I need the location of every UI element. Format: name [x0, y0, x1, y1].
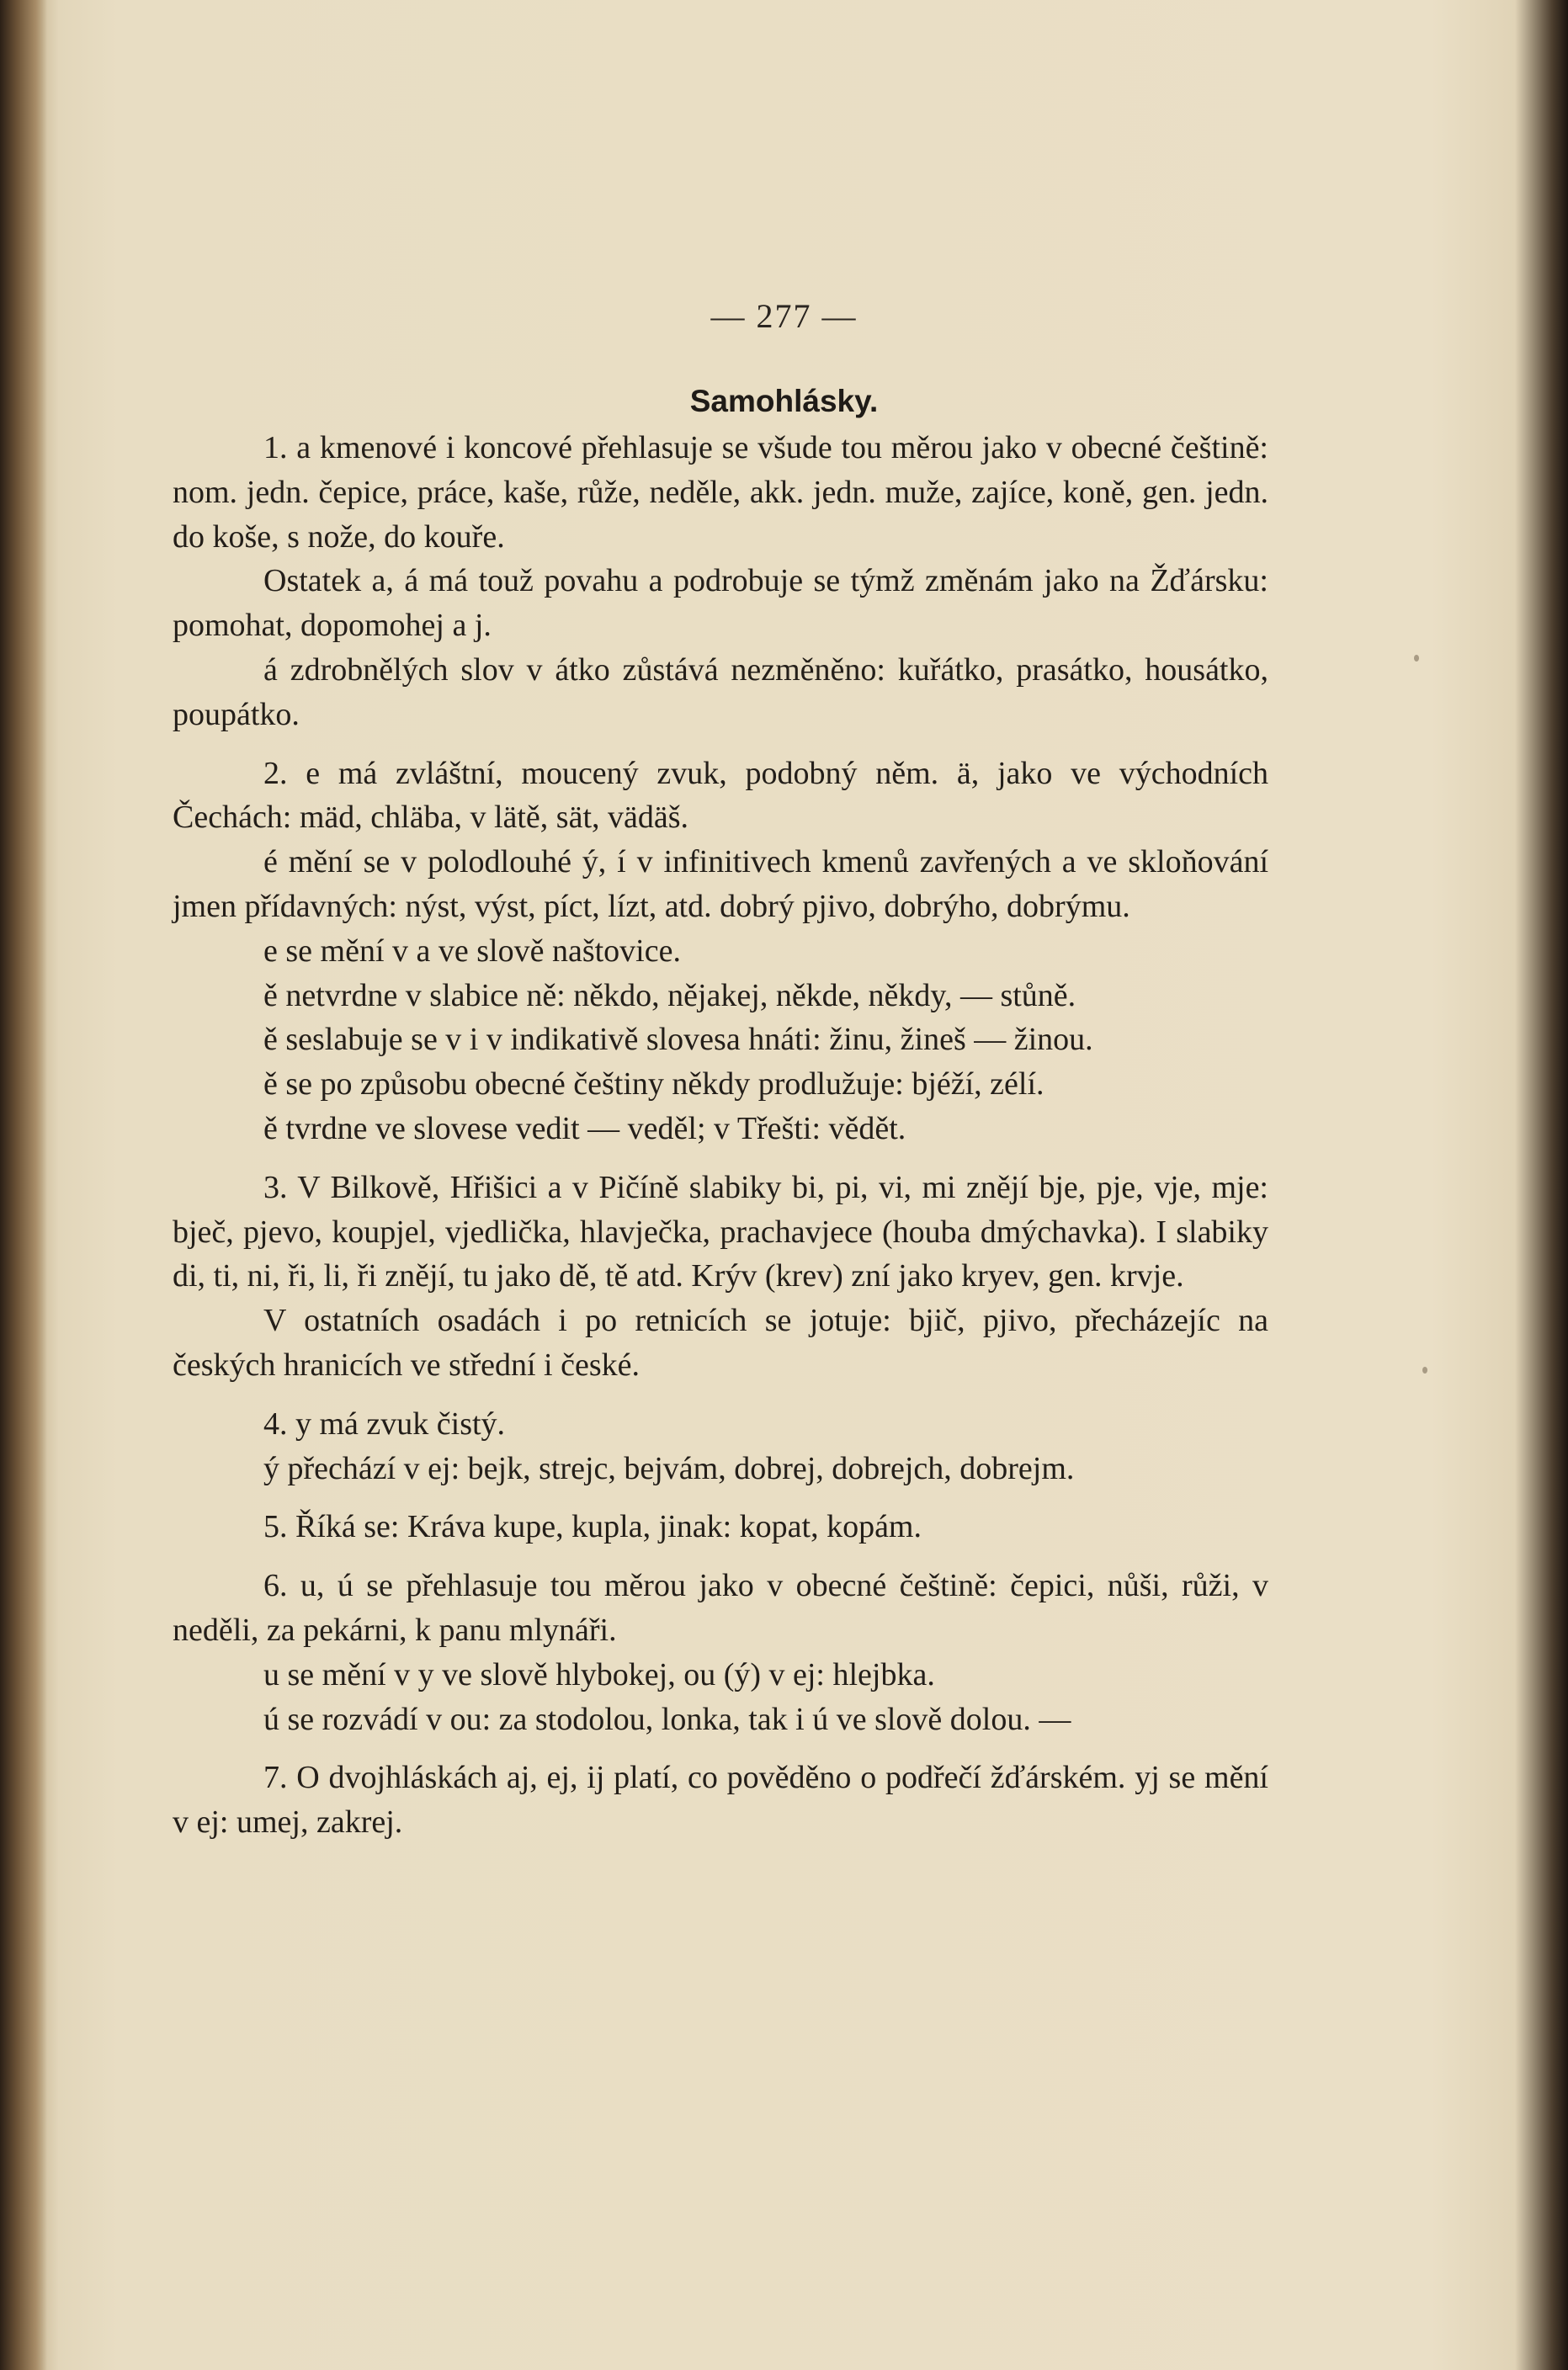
paragraph: ě se po způsobu obecné češtiny někdy prodlužuje: bjéží, zélí.: [263, 1066, 1044, 1103]
paragraph: ú se rozvádí v ou: za stodolou, lonka, tak i ú ve slově dolou. —: [263, 1701, 1071, 1737]
paragraph: é mění se v polodlouhé ý, í v infinitivech kmenů zavřených a ve skloňování jmen přídavných: nýst, výst, píct, lízt, atd. dobrý pjivo, dobrýho, dobrýmu.: [173, 844, 1268, 924]
paragraph: 1. a kmenové i koncové přehlasuje se všude tou měrou jako v obecné češtině: nom. jedn. čepice, práce, kaše, růže, neděle, akk. jedn. muže, zajíce, koně, gen. jedn. do koše, s nože, do kouře.: [173, 430, 1268, 555]
paragraph: ý přechází v ej: bejk, strejc, bejvám, dobrej, dobrejch, dobrejm.: [263, 1450, 1075, 1486]
paragraph: 2. e má zvláštní, moucený zvuk, podobný něm. ä, jako ve východních Čechách: mäd, chläba, v lätě, sät, vädäš.: [173, 755, 1268, 836]
book-spine-edge: [0, 0, 47, 2370]
paragraph: ě tvrdne ve slovese vedit — veděl; v Třešti: vědět.: [263, 1110, 906, 1146]
paragraph: 6. u, ú se přehlasuje tou měrou jako v obecné češtině: čepici, nůši, růži, v neděli, za pekárni, k panu mlynáři.: [173, 1568, 1268, 1648]
paragraph: Ostatek a, á má touž povahu a podrobuje se týmž změnám jako na Žďársku: pomohat, dopomohej a j.: [173, 563, 1268, 644]
section-heading: Samohlásky.: [689, 384, 879, 418]
paragraph: 5. Říká se: Kráva kupe, kupla, jinak: kopat, kopám.: [263, 1509, 922, 1545]
paragraph: 3. V Bilkově, Hřišici a v Pičíně slabiky bi, pi, vi, mi znějí bje, pje, vje, mje: bječ, pjevo, koupjel, vjedlička, hlavječka, prachavjece (houba dmýchavka). I slabiky di, ti, ni, ři, li, ři znějí, tu jako dě, tě atd. Krýv (krev) zní jako kryev, gen. krvje.: [173, 1169, 1268, 1294]
paragraph: u se mění v y ve slově hlybokej, ou (ý) v ej: hlejbka.: [263, 1656, 935, 1692]
paragraph: e se mění v a ve slově naštovice.: [263, 933, 681, 969]
paper-speck: [1422, 1367, 1427, 1374]
body-text: [173, 426, 1268, 1845]
paragraph: á zdrobnělých slov v átko zůstává nezměněno: kuřátko, prasátko, housátko, poupátko.: [173, 651, 1268, 732]
paper-speck: [1414, 655, 1419, 662]
paragraph: 4. y má zvuk čistý.: [263, 1406, 506, 1442]
page-number: — 277 —: [710, 297, 858, 335]
paragraph: ě seslabuje se v i v indikativě slovesa hnáti: žinu, žineš — žinou.: [263, 1022, 1093, 1058]
paragraph: 7. O dvojhláskách aj, ej, ij platí, co pověděno o podřečí žďárském. yj se mění v ej: umej, zakrej.: [173, 1760, 1268, 1841]
paragraph: ě netvrdne v slabice ně: někdo, nějakej, někde, někdy, — stůně.: [263, 977, 1076, 1013]
paragraph: V ostatních osadách i po retnicích se jotuje: bjič, pjivo, přecházejíc na českých hranicích ve střední i české.: [173, 1303, 1268, 1383]
